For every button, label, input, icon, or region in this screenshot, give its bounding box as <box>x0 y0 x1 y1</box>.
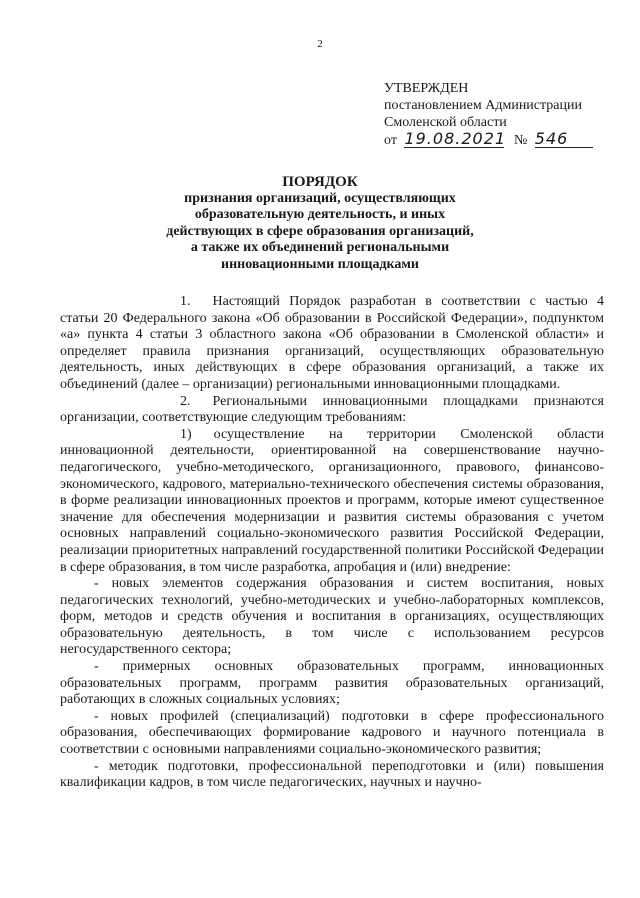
approval-line-2: Смоленской области <box>384 115 507 130</box>
paragraph-text: осуществление на территории Смоленской области инновационной деятельности, ориентированной на совершенствование научно-педагогического, учебно-методического, организационного, правового, финансово-экономического, кадрового, материально-технического обеспечения системы образования, в форме реализации инновационных проектов и программ, которые имеют существенное значение для обеспечения модернизации и развития системы образования с учетом основных направлений социально-экономического развития Российской Федерации, реализации приоритетных направлений государственной политики Российской Федерации в сфере образования, в том числе разработка, апробация и (или) внедрение: <box>60 426 604 575</box>
list-item <box>60 709 604 759</box>
paragraph-label: 1) <box>180 426 192 442</box>
paragraph-1 <box>60 294 604 394</box>
list-item <box>60 576 604 659</box>
paragraph-text: Региональными инновационными площадками признаются организации, соответствующие следующим требованиям: <box>60 393 604 426</box>
document-title <box>0 174 640 273</box>
title-line: действующих в сфере образования организаций, <box>166 223 474 239</box>
approved-heading: УТВЕРЖДЕН <box>384 81 469 96</box>
paragraph-text: - примерных основных образовательных программ, инновационных образовательных программ, программ развития образовательных организаций, работающих в сложных социальных условиях; <box>60 659 604 708</box>
number-label: № <box>513 133 528 148</box>
subparagraph-1 <box>60 427 604 576</box>
approval-date-line <box>384 131 624 151</box>
from-label: от <box>384 133 397 148</box>
handwritten-date: 19.08.2021 <box>404 129 507 148</box>
paragraph-text: - новых профилей (специализаций) подготовки в сфере профессионального образования, обеспечивающих формирование кадрового и научного потенциала в соответствии с основными направлениями социально-экономического развития; <box>60 708 604 758</box>
paragraph-text: - методик подготовки, профессиональной переподготовки и (или) повышения квалификации кадров, в том числе педагогических, научных и научно- <box>60 758 604 791</box>
title-line: признания организаций, осуществляющих <box>184 190 456 206</box>
title-line: инновационными площадками <box>221 256 419 272</box>
title-line: а также их объединений региональными <box>190 240 450 255</box>
title-main: ПОРЯДОК <box>282 174 358 190</box>
paragraph-label: 2. <box>180 393 191 409</box>
title-line: образовательную деятельность, и иных <box>194 207 446 222</box>
paragraph-2 <box>60 394 604 427</box>
page-number: 2 <box>317 38 323 50</box>
document-body <box>60 294 604 792</box>
paragraph-text: Настоящий Порядок разработан в соответствии с частью 4 статьи 20 Федерального закона «Об образовании в Российской Федерации», подпунктом «а» пункта 4 статьи 3 областного закона «Об образовании в Смоленской области» и определяет правила признания организаций, осуществляющих образовательную деятельность, иных действующих в сфере образования организаций, а также их объединений (далее – организации) региональными инновационными площадками. <box>60 294 604 392</box>
handwritten-number: 546 <box>535 131 593 148</box>
approval-stamp <box>384 80 624 151</box>
paragraph-text: - новых элементов содержания образования и систем воспитания, новых педагогических технологий, учебно-методических и учебно-лабораторных комплексов, форм, методов и средств обучения и воспитания в организациях, осуществляющих образовательную деятельность, в том числе с использованием ресурсов негосударственного сектора; <box>60 576 604 658</box>
list-item <box>60 759 604 792</box>
list-item <box>60 659 604 709</box>
paragraph-label: 1. <box>180 294 191 309</box>
approval-line-1: постановлением Администрации <box>384 98 582 113</box>
